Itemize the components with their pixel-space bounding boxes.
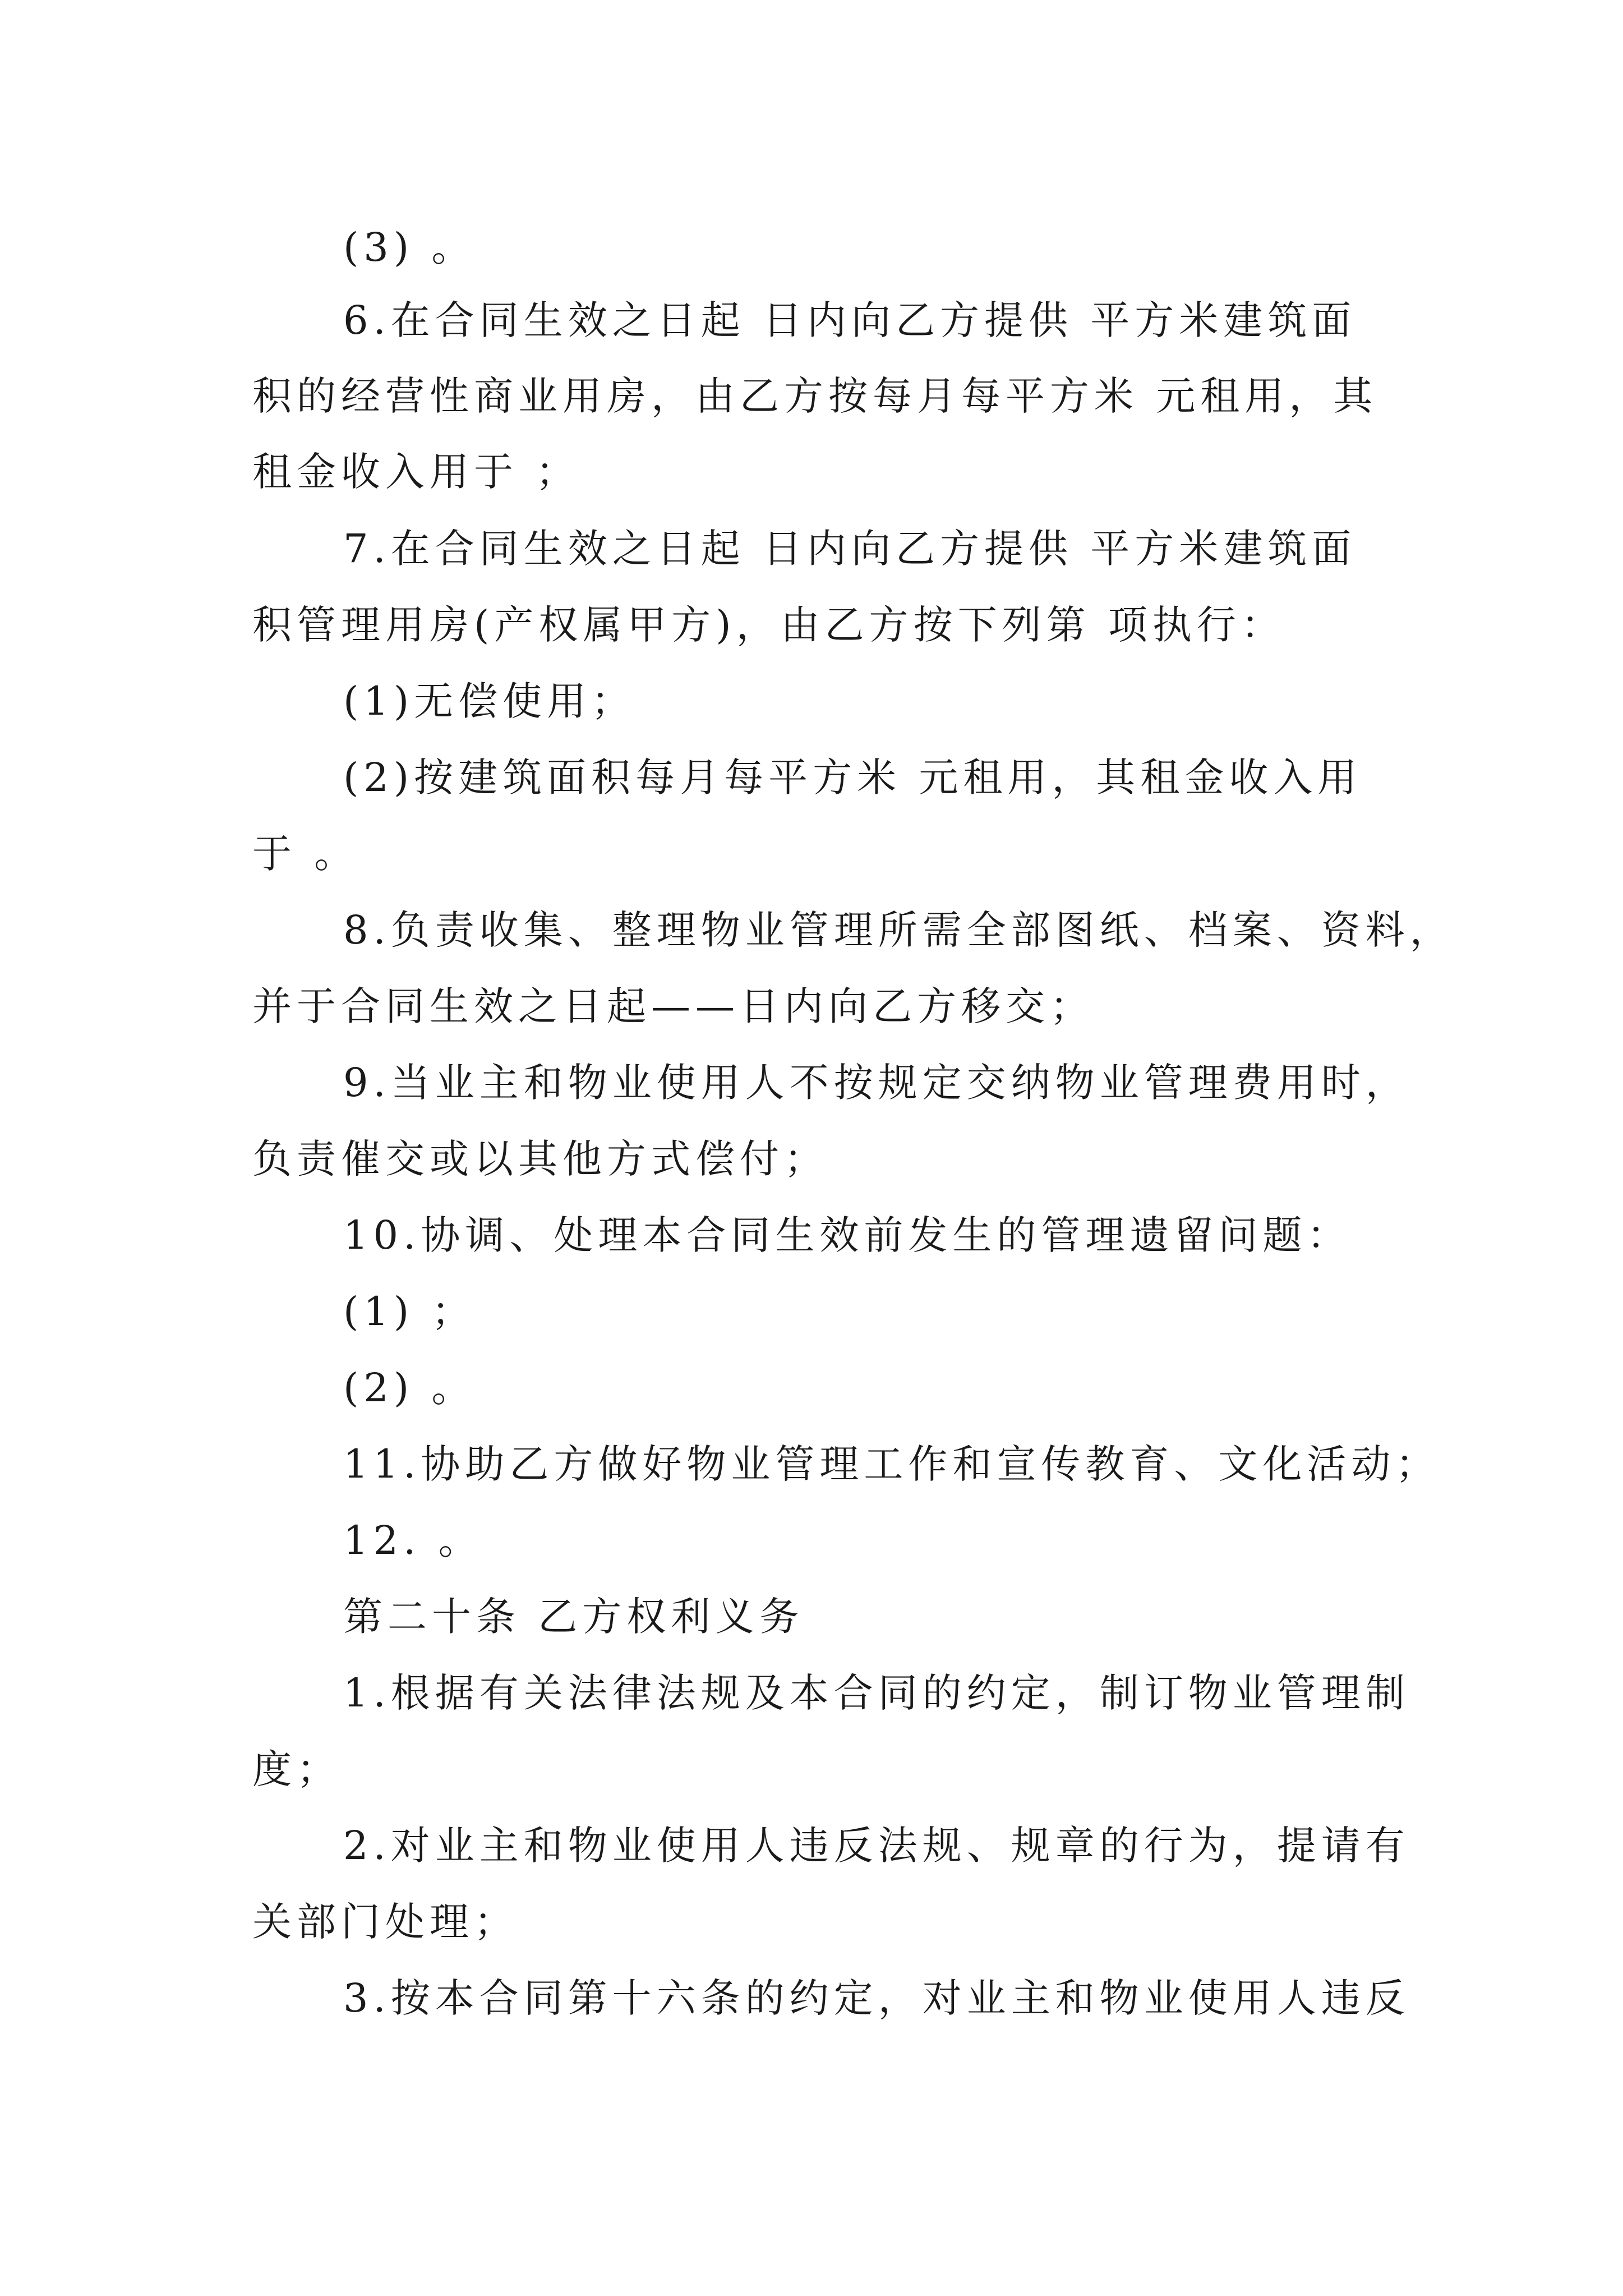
text-line-13: 负责催交或以其他方式偿付；	[252, 1136, 828, 1182]
text-line-10: 8.负责收集、整理物业管理所需全部图纸、档案、资料，	[343, 907, 1454, 953]
text-line-22: 2.对业主和物业使用人违反法规、规章的行为，提请有	[343, 1823, 1410, 1869]
text-line-5: 7.在合同生效之日起 日内向乙方提供 平方米建筑面	[343, 526, 1357, 572]
text-line-16: (2) 。	[343, 1365, 476, 1411]
text-line-7: (1)无偿使用；	[343, 678, 636, 724]
text-line-12: 9.当业主和物业使用人不按规定交纳物业管理费用时，	[343, 1060, 1410, 1106]
text-line-9: 于 。	[252, 831, 359, 877]
text-line-4: 租金收入用于 ；	[252, 449, 580, 495]
text-line-3: 积的经营性商业用房，由乙方按每月每平方米 元租用，其	[252, 373, 1378, 419]
text-line-23: 关部门处理；	[252, 1899, 518, 1945]
text-line-21: 度；	[252, 1746, 341, 1792]
text-line-8: (2)按建筑面积每月每平方米 元租用，其租金收入用	[343, 754, 1362, 800]
text-line-14: 10.协调、处理本合同生效前发生的管理遗留问题：	[343, 1212, 1352, 1258]
text-line-6: 积管理用房(产权属甲方)，由乙方按下列第 项执行：	[252, 602, 1285, 648]
text-line-11: 并于合同生效之日起——日内向乙方移交；	[252, 983, 1094, 1029]
text-line-1: (3) 。	[343, 224, 476, 270]
text-line-15: (1) ；	[343, 1289, 476, 1335]
section-heading: 第二十条 乙方权利义务	[343, 1594, 804, 1640]
text-line-2: 6.在合同生效之日起 日内向乙方提供 平方米建筑面	[343, 297, 1357, 343]
text-line-17: 11.协助乙方做好物业管理工作和宣传教育、文化活动；	[343, 1441, 1440, 1487]
text-line-20: 1.根据有关法律法规及本合同的约定，制订物业管理制	[343, 1670, 1410, 1716]
text-line-24: 3.按本合同第十六条的约定，对业主和物业使用人违反	[343, 1975, 1410, 2021]
text-line-18: 12. 。	[343, 1517, 483, 1563]
